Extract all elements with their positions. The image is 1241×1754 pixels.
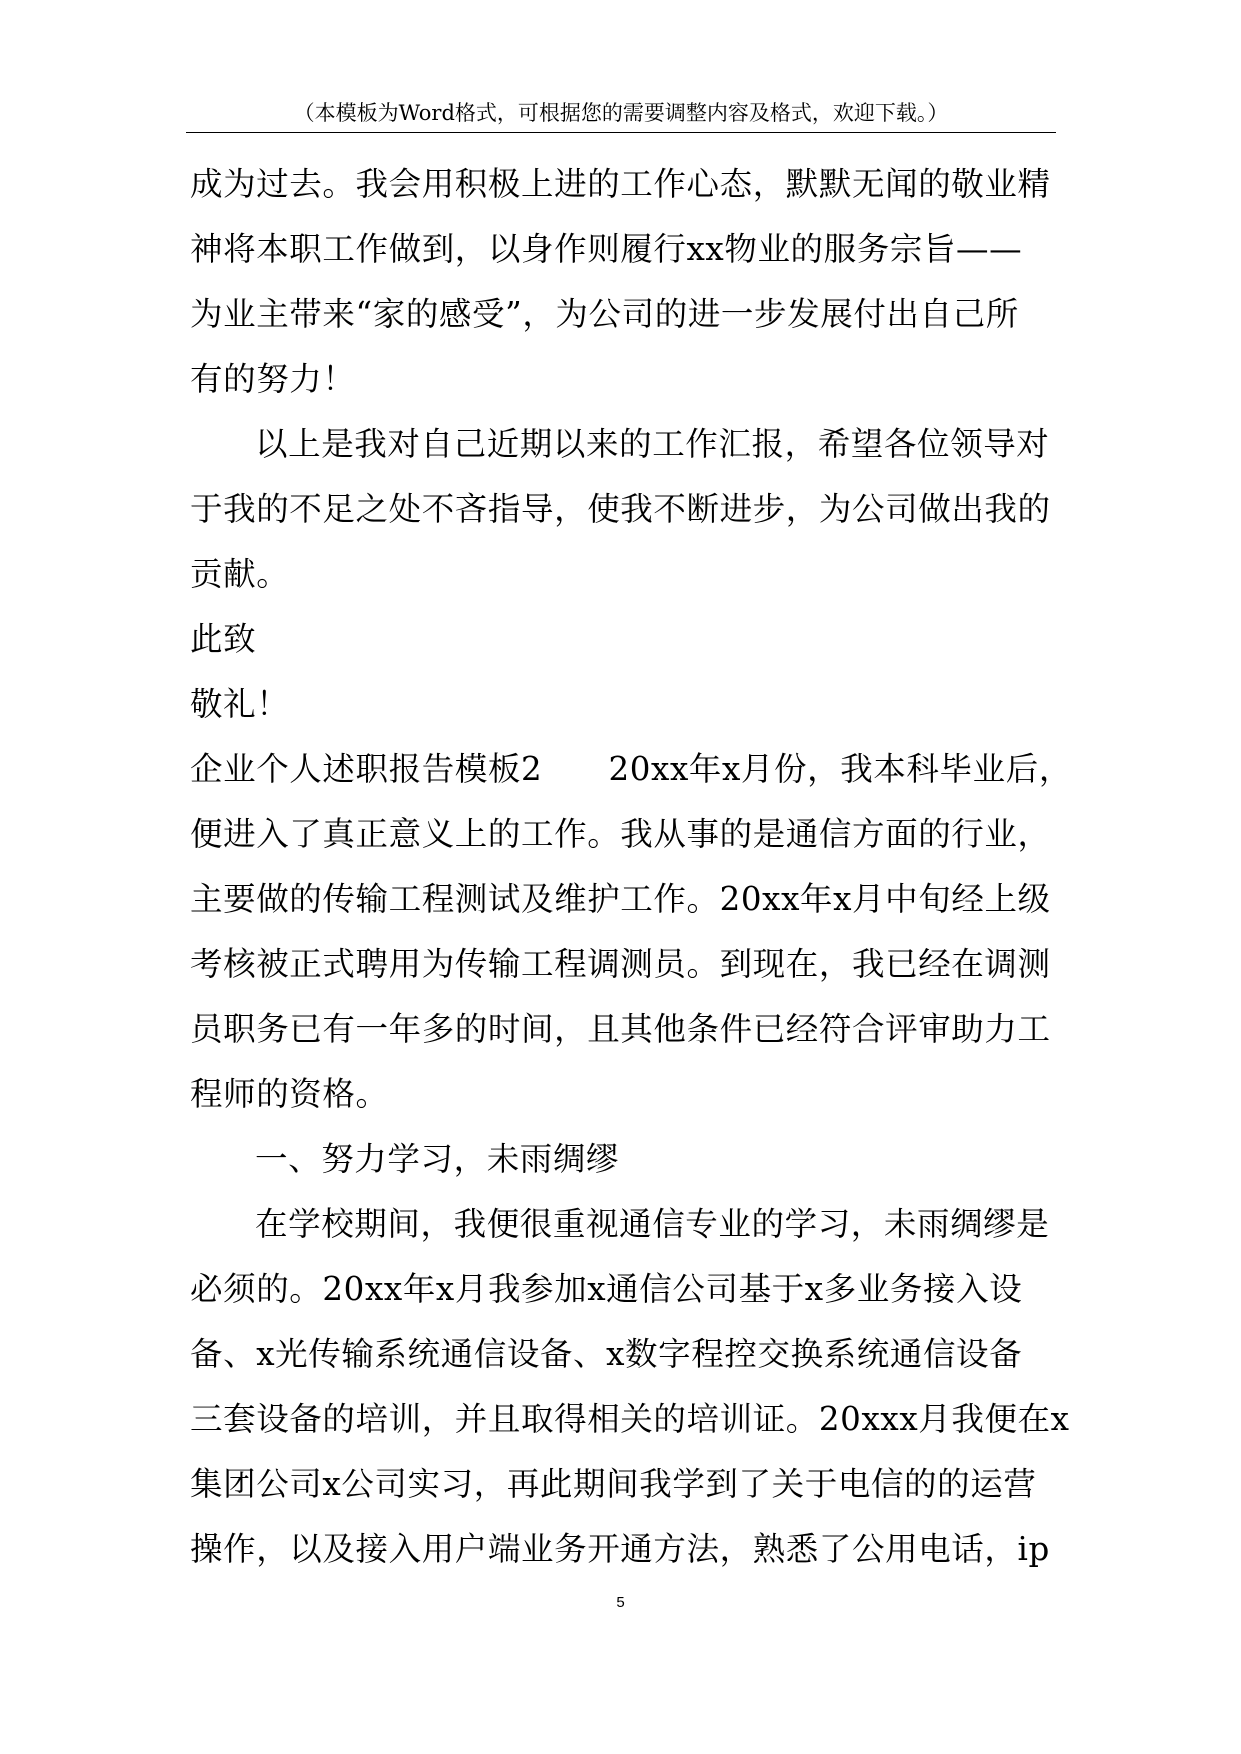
section-heading: 一、努力学习，未雨绸缪 <box>255 1140 620 1178</box>
page-header <box>186 96 1056 133</box>
text-line: 有的努力！ <box>190 360 356 398</box>
text-line: 考核被正式聘用为传输工程调测员。到现在，我已经在调测 <box>190 945 1051 983</box>
text-line: 贡献。 <box>190 555 290 593</box>
text-line: 神将本职工作做到，以身作则履行xx物业的服务宗旨—— <box>190 230 1023 268</box>
text-line: 在学校期间，我便很重视通信专业的学习，未雨绸缪是 <box>255 1205 1050 1243</box>
header-note: （本模板为Word格式，可根据您的需要调整内容及格式，欢迎下载。） <box>293 101 949 125</box>
text-line: 备、x光传输系统通信设备、x数字程控交换系统通信设备 <box>190 1335 1023 1373</box>
document-body <box>190 152 1072 1582</box>
text-line: 为业主带来“家的感受”，为公司的进一步发展付出自己所 <box>190 295 1019 333</box>
page-number: 5 <box>616 1594 625 1611</box>
text-line: 三套设备的培训，并且取得相关的培训证。20xxx月我便在x <box>190 1400 1070 1438</box>
text-line: 必须的。20xx年x月我参加x通信公司基于x多业务接入设 <box>190 1270 1023 1308</box>
closing-salutation: 此致 <box>190 620 257 658</box>
text-line: 操作，以及接入用户端业务开通方法，熟悉了公用电话，ip <box>190 1530 1050 1568</box>
closing-regards: 敬礼！ <box>190 685 290 723</box>
text-line: 于我的不足之处不吝指导，使我不断进步，为公司做出我的 <box>190 490 1051 528</box>
text-line: 程师的资格。 <box>190 1075 389 1113</box>
text-line: 集团公司x公司实习，再此期间我学到了关于电信的的运营 <box>190 1465 1037 1503</box>
section-title-line: 企业个人述职报告模板2 20xx年x月份，我本科毕业后， <box>190 750 1072 788</box>
text-line: 主要做的传输工程测试及维护工作。20xx年x月中旬经上级 <box>190 880 1051 918</box>
text-line: 员职务已有一年多的时间，且其他条件已经符合评审助力工 <box>190 1010 1051 1048</box>
text-line: 以上是我对自己近期以来的工作汇报，希望各位领导对 <box>255 425 1050 463</box>
text-line: 便进入了真正意义上的工作。我从事的是通信方面的行业， <box>190 815 1051 853</box>
text-line: 成为过去。我会用积极上进的工作心态，默默无闻的敬业精 <box>190 165 1051 203</box>
